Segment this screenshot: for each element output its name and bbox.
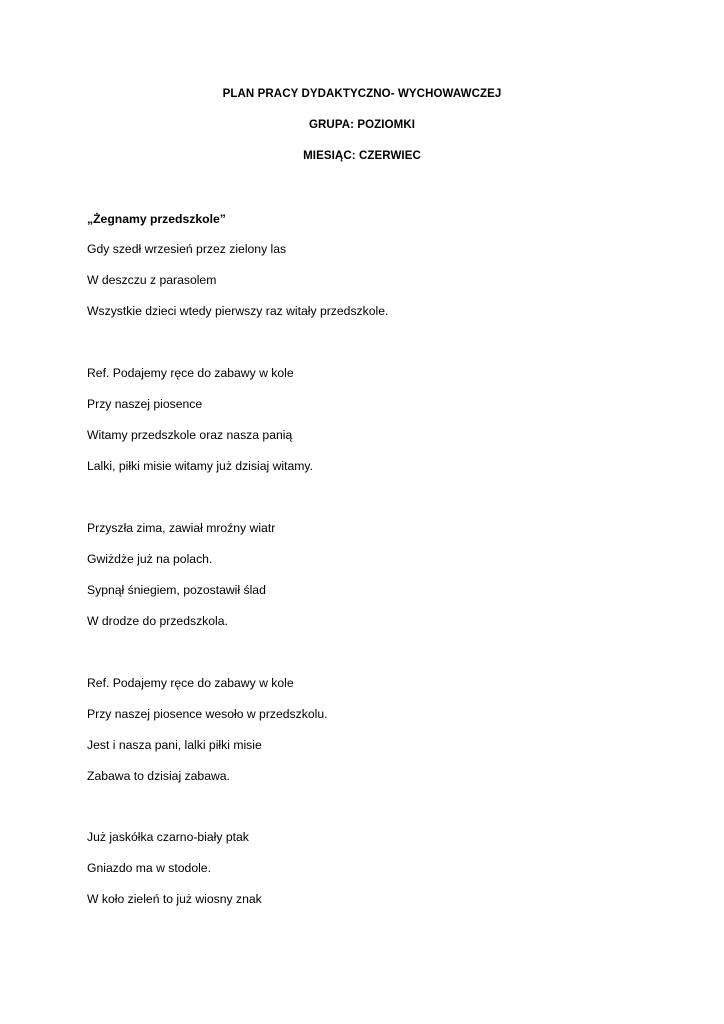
song-line: Zabawa to dzisiaj zabawa. [87, 769, 230, 783]
group-heading: GRUPA: POZIOMKI [308, 119, 416, 131]
song-line: Już jaskółka czarno-biały ptak [87, 830, 249, 844]
plan-heading: PLAN PRACY DYDAKTYCZNO- WYCHOWAWCZEJ [222, 88, 502, 100]
song-line: Ref. Podajemy ręce do zabawy w kole [87, 366, 294, 380]
song-line: Jest i nasza pani, lalki piłki misie [87, 738, 262, 752]
song-line: Przyszła zima, zawiał mroźny wiatr [87, 521, 276, 535]
song-line: Lalki, piłki misie witamy już dzisiaj witamy. [87, 459, 313, 473]
song-line: Przy naszej piosence [87, 397, 203, 411]
song-line: W deszczu z parasolem [87, 273, 217, 287]
song-line: Wszystkie dzieci wtedy pierwszy raz witały przedszkole. [87, 304, 389, 318]
song-line: Witamy przedszkole oraz nasza panią [87, 428, 293, 442]
song-line: W koło zieleń to już wiosny znak [87, 892, 262, 906]
song-line: Ref. Podajemy ręce do zabawy w kole [87, 676, 294, 690]
song-line: W drodze do przedszkola. [87, 614, 228, 628]
song-line: Gniazdo ma w stodole. [87, 861, 211, 875]
month-heading: MIESIĄC: CZERWIEC [303, 150, 421, 162]
song-line: Sypnął śniegiem, pozostawił ślad [87, 583, 266, 597]
song-line: Przy naszej piosence wesoło w przedszkolu. [87, 707, 328, 721]
song-line: Gwiżdże już na polach. [87, 552, 213, 566]
song-line: Gdy szedł wrzesień przez zielony las [87, 242, 287, 256]
song-title: „Żegnamy przedszkole” [87, 212, 226, 226]
